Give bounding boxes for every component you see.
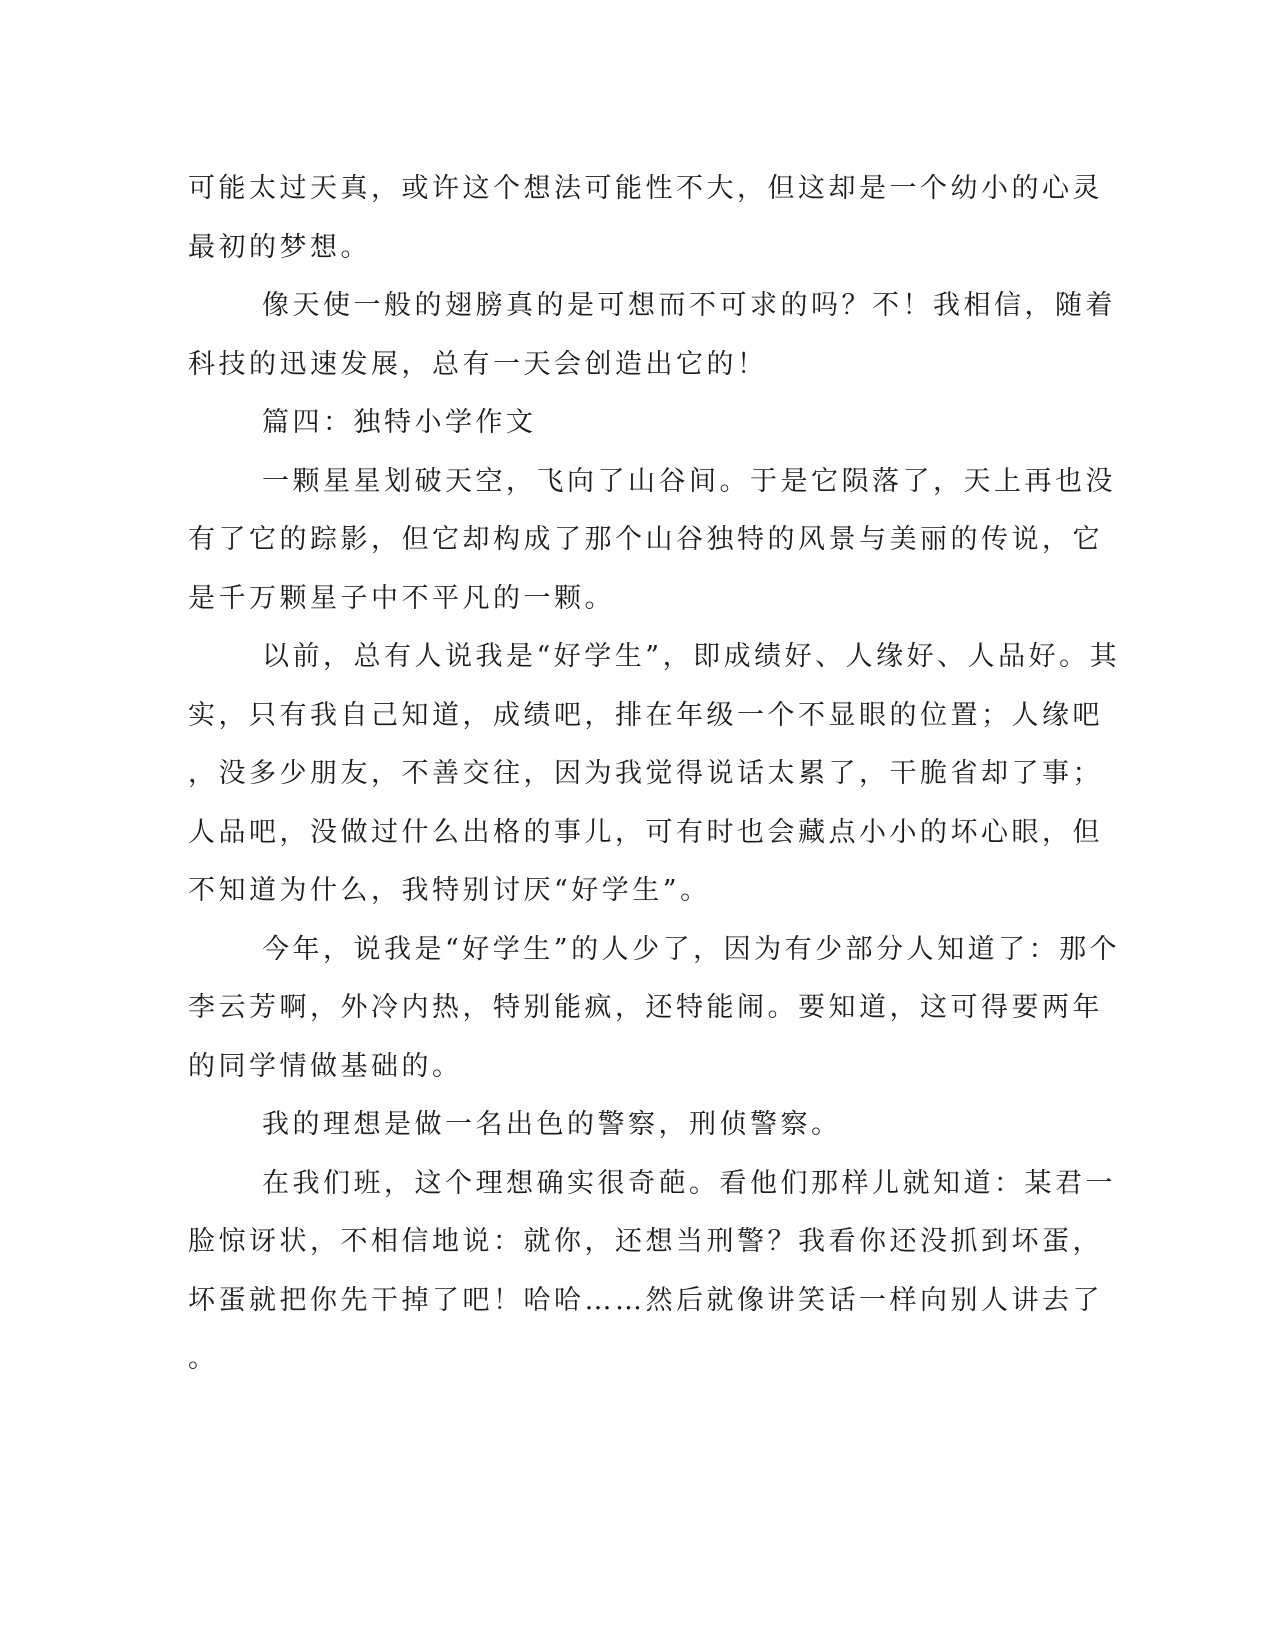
text-line: 李云芳啊，外冷内热，特别能疯，还特能闹。要知道，这可得要两年 xyxy=(188,992,1103,1023)
text-line: 的同学情做基础的。 xyxy=(188,1050,463,1082)
paragraph-start-line: 以前，总有人说我是“好学生”，即成绩好、人缘好、人品好。其 xyxy=(262,641,1121,672)
text-line: 脸惊讶状，不相信地说：就你，还想当刑警？我看你还没抓到坏蛋， xyxy=(188,1226,1103,1257)
paragraph-start-line: 像天使一般的翅膀真的是可想而不可求的吗？不！我相信，随着 xyxy=(262,290,1116,321)
text-line: 实，只有我自己知道，成绩吧，排在年级一个不显眼的位置；人缘吧 xyxy=(188,699,1103,731)
text-line: 是千万颗星子中不平凡的一颗。 xyxy=(188,582,615,614)
text-line: 。 xyxy=(188,1343,219,1374)
paragraph-start-line: 一颗星星划破天空，飞向了山谷间。于是它陨落了，天上再也没 xyxy=(262,465,1116,497)
text-line: ，没多少朋友，不善交往，因为我觉得说话太累了，干脆省却了事； xyxy=(188,758,1103,789)
paragraph-start-line: 我的理想是做一名出色的警察，刑侦警察。 xyxy=(262,1109,842,1140)
text-line: 坏蛋就把你先干掉了吧！哈哈……然后就像讲笑话一样向别人讲去了 xyxy=(188,1284,1103,1316)
paragraph-start-line: 在我们班，这个理想确实很奇葩。看他们那样儿就知道：某君一 xyxy=(262,1167,1116,1199)
paragraph-start-line: 今年，说我是“好学生”的人少了，因为有少部分人知道了：那个 xyxy=(262,933,1121,965)
text-line: 可能太过天真，或许这个想法可能性不大，但这却是一个幼小的心灵 xyxy=(188,173,1103,204)
text-line: 人品吧，没做过什么出格的事儿，可有时也会藏点小小的坏心眼，但 xyxy=(188,816,1103,848)
text-line: 不知道为什么，我特别讨厌“好学生”。 xyxy=(188,875,711,906)
text-line: 科技的迅速发展，总有一天会创造出它的！ xyxy=(188,348,768,380)
essay-body xyxy=(188,160,1121,1389)
text-line: 最初的梦想。 xyxy=(188,231,371,263)
text-line: 有了它的踪影，但它却构成了那个山谷独特的风景与美丽的传说，它 xyxy=(188,524,1103,555)
section-heading: 篇四：独特小学作文 xyxy=(262,407,537,438)
